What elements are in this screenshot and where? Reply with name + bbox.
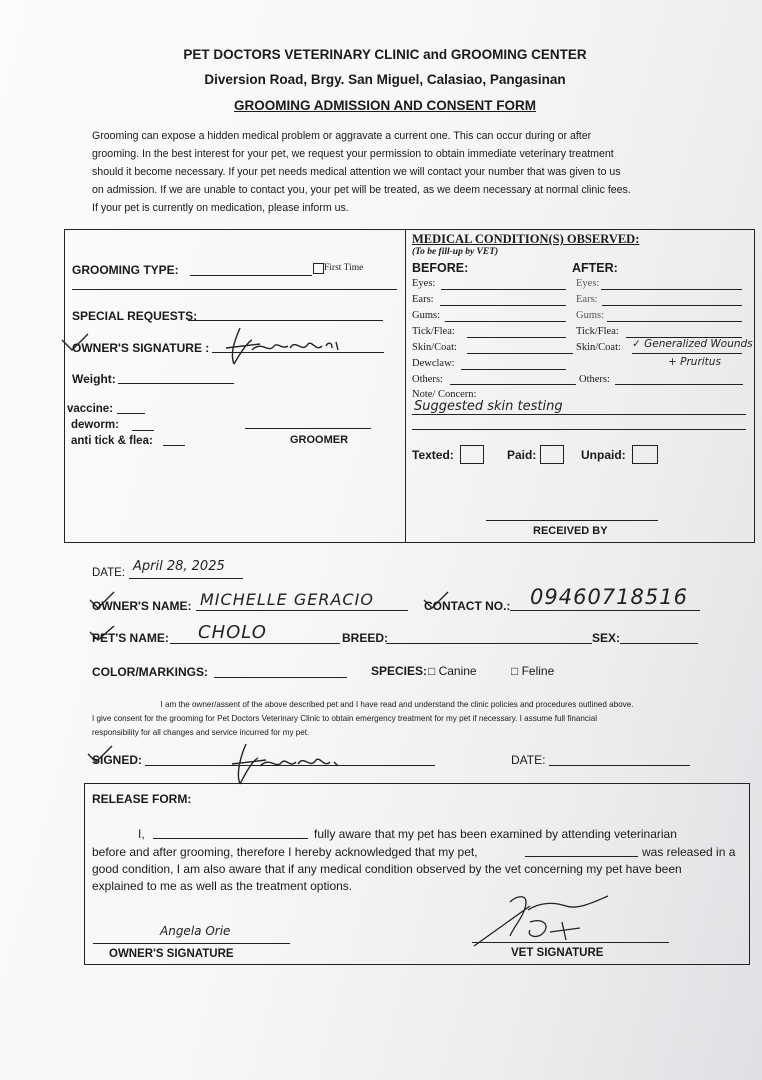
ears-after-label: Ears: — [576, 294, 598, 305]
contact-label: CONTACT NO.: — [424, 599, 511, 613]
signed-date-label: DATE: — [511, 753, 546, 767]
received-by-label: RECEIVED BY — [533, 525, 608, 537]
release-i: I, — [138, 827, 145, 841]
skincoat-after-field[interactable] — [632, 353, 742, 354]
pet-name-field[interactable] — [170, 643, 340, 644]
eyes-after-field[interactable] — [601, 289, 742, 290]
deworm-label: deworm: — [71, 419, 119, 431]
consent-line: I give consent for the grooming for Pet Doctors Veterinary Clinic to obtain emergency treatment for my pet if necessary. I assume full financial — [92, 714, 598, 723]
first-time-checkbox[interactable] — [313, 263, 324, 274]
note-label: Note/ Concern: — [412, 389, 477, 400]
gums-after-field[interactable] — [607, 321, 742, 322]
grooming-type-field[interactable] — [190, 275, 312, 276]
special-requests-label: SPECIAL REQUESTS: — [72, 309, 198, 323]
note-value: Suggested skin testing — [414, 399, 563, 414]
release-text-2b: was released in a — [642, 845, 736, 859]
breed-label: BREED: — [342, 631, 389, 645]
gums-before-label: Gums: — [412, 310, 441, 321]
consent-line: responsibility for all changes and service incurred for my pet. — [92, 728, 310, 737]
skincoat-after-label: Skin/Coat: — [576, 342, 621, 353]
consent-line: I am the owner/assent of the above described pet and I have read and understand the clinic policies and procedures outlined above. — [160, 700, 634, 709]
release-text-4: explained to me as well as the treatment options. — [92, 879, 353, 893]
grooming-type-label: GROOMING TYPE: — [72, 263, 179, 277]
texted-label: Texted: — [412, 448, 454, 462]
intro-line: Grooming can expose a hidden medical problem or aggravate a current one. This can occur during or after — [92, 130, 592, 142]
dewclaw-label: Dewclaw: — [412, 358, 455, 369]
checkmark-icon — [88, 590, 116, 612]
date-label: DATE: — [92, 567, 126, 579]
intro-line: on admission. If we are unable to contact you, your pet will be treated, as we deem necessary at normal clinic fees. — [92, 184, 631, 196]
release-text-1: fully aware that my pet has been examined by attending veterinarian — [314, 827, 677, 841]
groomer-label: GROOMER — [290, 434, 349, 446]
release-text-3: good condition, I am also aware that if any medical condition observed by the vet concerning my pet have been — [92, 862, 682, 876]
skincoat-before-field[interactable] — [467, 353, 573, 354]
others-after-label: Others: — [579, 374, 610, 385]
intro-paragraph — [92, 127, 712, 217]
intro-line: should it become necessary. If your pet needs medical attention we will contact your number that was given to us — [92, 166, 621, 178]
tickflea-after-label: Tick/Flea: — [576, 326, 619, 337]
owner-name-field[interactable] — [196, 610, 408, 611]
signed-date-field[interactable] — [549, 765, 690, 766]
weight-field[interactable] — [118, 383, 234, 384]
owner-signature-scribble — [212, 320, 352, 370]
owner-name-label: OWNER'S NAME: — [92, 599, 192, 613]
others-before-label: Others: — [412, 374, 443, 385]
checkmark-icon — [60, 332, 90, 354]
contact-value: 09460718516 — [530, 585, 688, 609]
release-pet-field[interactable] — [525, 856, 638, 857]
owner-name-value: MICHELLE GERACIO — [200, 590, 374, 609]
checkmark-icon — [88, 624, 116, 644]
vaccine-label: vaccine: — [67, 403, 114, 415]
clinic-name: PET DOCTORS VETERINARY CLINIC and GROOMING CENTER — [183, 47, 587, 62]
others-before-field[interactable] — [450, 384, 576, 385]
vaccine-field[interactable] — [117, 413, 145, 414]
sex-field[interactable] — [620, 643, 698, 644]
ears-after-field[interactable] — [602, 305, 742, 306]
medical-subtitle: (To be fill-up by VET) — [412, 247, 499, 257]
after-label: AFTER: — [572, 261, 618, 275]
contact-field[interactable] — [510, 610, 700, 611]
owner-release-signature: Angela Orie — [160, 924, 231, 938]
ears-before-field[interactable] — [440, 305, 566, 306]
deworm-field[interactable] — [132, 430, 154, 431]
signed-signature-scribble — [220, 738, 350, 788]
date-value: April 28, 2025 — [133, 559, 225, 574]
breed-field[interactable] — [386, 643, 592, 644]
checkmark-icon — [422, 590, 450, 612]
color-field[interactable] — [214, 677, 347, 678]
form-title: GROOMING ADMISSION AND CONSENT FORM — [234, 98, 536, 113]
anti-tick-field[interactable] — [163, 445, 185, 446]
release-name-field[interactable] — [153, 838, 308, 839]
intake-divider — [405, 229, 406, 542]
first-time-label: First Time — [324, 263, 364, 273]
checkmark-icon — [86, 744, 114, 766]
paid-label: Paid: — [507, 448, 537, 462]
sex-label: SEX: — [592, 631, 621, 645]
anti-tick-label: anti tick & flea: — [71, 435, 153, 447]
pet-name-value: CHOLO — [198, 622, 267, 643]
medical-title: MEDICAL CONDITION(S) OBSERVED: — [412, 232, 640, 246]
gums-after-label: Gums: — [576, 310, 605, 321]
skincoat-before-label: Skin/Coat: — [412, 342, 457, 353]
ears-before-label: Ears: — [412, 294, 434, 305]
intro-line: grooming. In the best interest for your pet, we request your permission to obtain immediate veterinary treatment — [92, 148, 614, 160]
pet-name-label: PET'S NAME: — [92, 631, 169, 645]
release-text-2a: before and after grooming, therefore I hereby acknowledged that my pet, — [92, 845, 478, 859]
skincoat-after-value: ✓ Generalized Wounds — [632, 338, 753, 350]
unpaid-checkbox[interactable] — [632, 445, 658, 464]
owner-signature-label: OWNER'S SIGNATURE : — [72, 341, 210, 355]
tickflea-before-label: Tick/Flea: — [412, 326, 455, 337]
eyes-before-field[interactable] — [441, 289, 566, 290]
canine-option[interactable]: □ Canine — [428, 664, 477, 678]
vet-signature-scribble — [470, 892, 620, 952]
groomer-signature-field[interactable] — [245, 428, 371, 429]
eyes-before-label: Eyes: — [412, 278, 436, 289]
vet-signature-label: VET SIGNATURE — [511, 947, 604, 959]
skincoat-after-extra: + Pruritus — [668, 356, 721, 368]
dewclaw-field[interactable] — [461, 369, 566, 370]
unpaid-label: Unpaid: — [581, 448, 626, 462]
note-field-2[interactable] — [412, 429, 746, 430]
intro-line: If your pet is currently on medication, please inform us. — [92, 202, 349, 214]
date-field[interactable] — [129, 578, 243, 579]
grooming-type-line-2[interactable] — [72, 289, 397, 290]
species-label: SPECIES: — [371, 664, 428, 678]
eyes-after-label: Eyes: — [576, 278, 600, 289]
signed-label: SIGNED: — [92, 753, 143, 767]
received-by-field[interactable] — [486, 520, 658, 521]
owner-release-signature-label: OWNER'S SIGNATURE — [109, 948, 234, 960]
before-label: BEFORE: — [412, 261, 469, 275]
clinic-address: Diversion Road, Brgy. San Miguel, Calasiao, Pangasinan — [204, 72, 566, 87]
gums-before-field[interactable] — [445, 321, 566, 322]
color-label: COLOR/MARKINGS: — [92, 665, 208, 679]
note-field[interactable] — [412, 414, 746, 415]
owner-release-signature-field[interactable] — [93, 943, 290, 944]
feline-option[interactable]: □ Feline — [511, 664, 555, 678]
others-after-field[interactable] — [615, 384, 743, 385]
tickflea-before-field[interactable] — [467, 337, 566, 338]
weight-label: Weight: — [72, 372, 116, 386]
texted-checkbox[interactable] — [460, 445, 484, 464]
paid-checkbox[interactable] — [540, 445, 564, 464]
release-title: RELEASE FORM: — [92, 792, 192, 806]
